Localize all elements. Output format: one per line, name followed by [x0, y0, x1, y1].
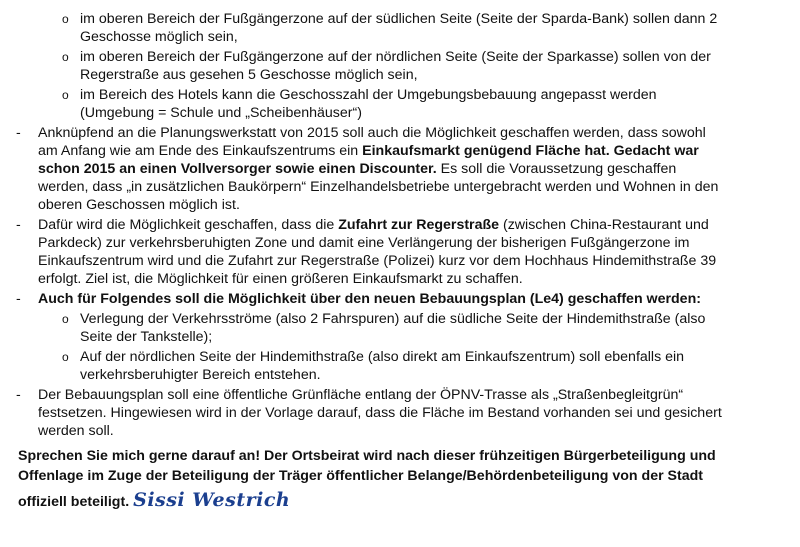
- closing-line3-text: offiziell beteiligt.: [18, 494, 130, 510]
- p1-line4: werden, dass „in zusätzlichen Baukörpern“ Einzelhandelsbetriebe untergebracht werden und Wohnen in den: [38, 179, 719, 195]
- closing-line3: [18, 487, 290, 515]
- dash-bullet-marker: -: [16, 217, 21, 233]
- sub1-line1: im oberen Bereich der Fußgängerzone auf der südlichen Seite (Seite der Sparda-Bank) sollen dann 2: [80, 11, 718, 27]
- sub-bullet-marker: o: [62, 12, 69, 26]
- p2-line3: Einkaufszentrum wird und die Zufahrt zur Regerstraße (Polizei) kurz vor dem Hochhaus Hindemithstraße 39: [38, 253, 717, 269]
- p4-line1: Der Bebauungsplan soll eine öffentliche Grünfläche entlang der ÖPNV-Trasse als „Straßenbegleitgrün“: [38, 387, 684, 403]
- p1-line2-bold: Einkaufsmarkt genügend Fläche hat. Gedacht war: [362, 143, 699, 159]
- p2-line1-text: Dafür wird die Möglichkeit geschaffen, dass die: [38, 217, 339, 233]
- sub2-line1: im oberen Bereich der Fußgängerzone auf der nördlichen Seite (Seite der Sparkasse) sollen von der: [80, 49, 711, 65]
- sub2-line2: Regerstraße aus gesehen 5 Geschosse möglich sein,: [80, 67, 418, 83]
- sub-bullet-marker: o: [62, 312, 69, 326]
- p2-line1: [38, 216, 709, 234]
- sub-bullet-marker: o: [62, 350, 69, 364]
- p2-line1-bold: Zufahrt zur Regerstraße: [338, 217, 500, 233]
- p1-line2: [38, 142, 699, 160]
- p2-line1-text-end: (zwischen China-Restaurant und: [499, 217, 709, 233]
- sub5-line2: verkehrsberuhigter Bereich entstehen.: [80, 367, 321, 383]
- signature: Sissi Westrich: [133, 489, 291, 511]
- p2-line2: Parkdeck) zur verkehrsberuhigten Zone und damit eine Verlängerung der bisherigen Fußgängerzone im: [38, 235, 690, 251]
- p1-line3: [38, 160, 676, 178]
- dash-bullet-marker: -: [16, 291, 21, 307]
- sub5-line1: Auf der nördlichen Seite der Hindemithstraße (also direkt am Einkaufszentrum) soll ebenfalls ein: [80, 349, 685, 365]
- p1-line3-bold: schon 2015 an einen Vollversorger sowie einen Discounter.: [38, 161, 437, 177]
- p1-line1: Anknüpfend an die Planungswerkstatt von 2015 soll auch die Möglichkeit geschaffen werden, dass sowohl: [38, 125, 706, 141]
- sub3-line2: (Umgebung = Schule und „Scheibenhäuser“): [80, 105, 362, 121]
- sub4-line1: Verlegung der Verkehrsströme (also 2 Fahrspuren) auf die südliche Seite der Hindemithstraße (also: [80, 311, 706, 327]
- sub-bullet-marker: o: [62, 50, 69, 64]
- p1-line5: oberen Geschossen möglich ist.: [38, 197, 240, 213]
- p1-line3-text: Es soll die Voraussetzung geschaffen: [436, 161, 677, 177]
- sub-bullet-marker: o: [62, 88, 69, 102]
- p3-line1: Auch für Folgendes soll die Möglichkeit über den neuen Bebauungsplan (Le4) geschaffen werden:: [38, 291, 701, 307]
- p4-line3: werden soll.: [38, 423, 114, 439]
- closing-line2: Offenlage im Zuge der Beteiligung der Träger öffentlicher Belange/Behördenbeteiligung von der Stadt: [18, 468, 704, 484]
- p2-line4: erfolgt. Ziel ist, die Möglichkeit für einen größeren Einkaufsmarkt zu schaffen.: [38, 271, 523, 287]
- dash-bullet-marker: -: [16, 387, 21, 403]
- sub4-line2: Seite der Tankstelle);: [80, 329, 213, 345]
- p4-line2: festsetzen. Hingewiesen wird in der Vorlage darauf, dass die Fläche im Bestand vorhanden sei und gesichert: [38, 405, 722, 421]
- closing-line1: Sprechen Sie mich gerne darauf an! Der Ortsbeirat wird nach dieser frühzeitigen Bürgerbeteiligung und: [18, 448, 716, 464]
- p1-line2-text: am Anfang wie am Ende des Einkaufszentrums ein: [38, 143, 363, 159]
- dash-bullet-marker: -: [16, 125, 21, 141]
- sub1-line2: Geschosse möglich sein,: [80, 29, 238, 45]
- sub3-line1: im Bereich des Hotels kann die Geschosszahl der Umgebungsbebauung angepasst werden: [80, 87, 657, 103]
